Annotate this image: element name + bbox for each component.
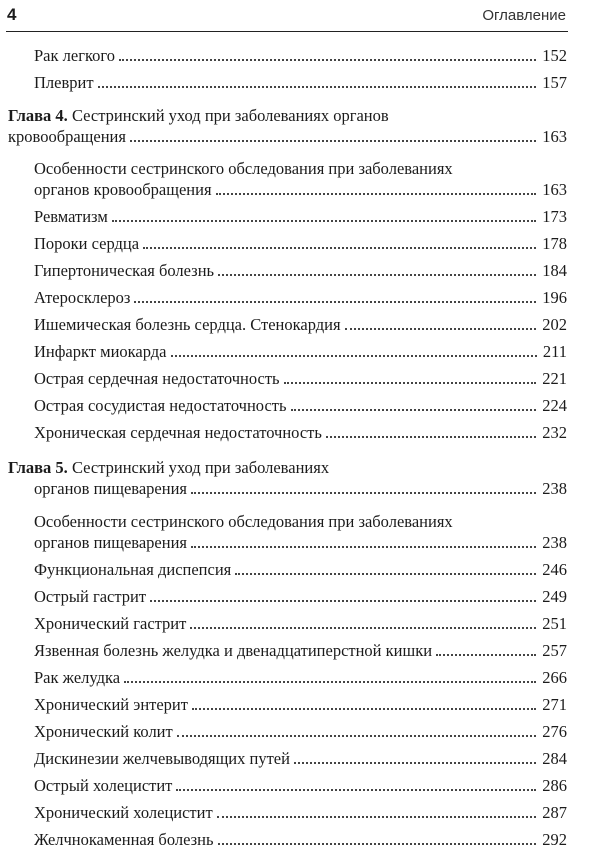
running-title: Оглавление	[482, 7, 566, 24]
toc-entry-title: Ревматизм	[34, 207, 108, 226]
toc-entry-title: органов кровообращения	[34, 180, 212, 199]
dot-leader	[191, 492, 536, 494]
toc-entry-title: Функциональная диспепсия	[34, 560, 232, 579]
toc-entry-page: 163	[542, 180, 567, 199]
toc-entry-page: 157	[542, 73, 567, 92]
dot-leader	[294, 762, 536, 764]
toc-entry[interactable]	[34, 178, 567, 200]
dot-leader	[98, 86, 537, 88]
toc-entry-page: 251	[542, 614, 567, 633]
toc-entry-page: 211	[542, 342, 567, 361]
dot-leader	[176, 789, 536, 791]
toc-entry[interactable]	[34, 612, 567, 634]
toc-entry-page: 224	[542, 396, 567, 415]
dot-leader	[150, 600, 536, 602]
toc-entry-title: Язвенная болезнь желудка и двенадцатиперстной кишки	[34, 641, 433, 660]
dot-leader	[326, 436, 536, 438]
toc-entry[interactable]	[34, 367, 567, 389]
toc-entry-page: 173	[542, 207, 567, 226]
toc-entry-title: Хронический гастрит	[34, 614, 187, 633]
toc-entry-title: Гипертоническая болезнь	[34, 261, 215, 280]
toc-entry[interactable]	[34, 232, 567, 254]
chapter-4-heading[interactable]	[8, 125, 567, 147]
toc-entry[interactable]	[34, 666, 567, 688]
dot-leader	[345, 328, 537, 330]
toc-entry-title: Хронический энтерит	[34, 695, 188, 714]
toc-entry[interactable]	[34, 44, 567, 66]
dot-leader	[112, 220, 536, 222]
toc-entry-title-line1: Особенности сестринского обследования при заболеваниях	[34, 159, 453, 178]
toc-entry[interactable]	[34, 340, 567, 362]
chapter-4-title-line2: кровообращения	[8, 127, 126, 146]
chapter-5-heading[interactable]	[34, 477, 567, 499]
toc-entry-title: Инфаркт миокарда	[34, 342, 167, 361]
toc-entry-title: Острый гастрит	[34, 587, 147, 606]
dot-leader	[217, 816, 537, 818]
dot-leader	[143, 247, 536, 249]
toc-entry[interactable]	[34, 747, 567, 769]
toc-entry-page: 232	[542, 423, 567, 442]
toc-entry[interactable]	[34, 313, 567, 335]
toc-entry-title: Дискинезии желчевыводящих путей	[34, 749, 290, 768]
header-divider	[6, 31, 568, 32]
toc-entry-title: Хронический холецистит	[34, 803, 213, 822]
toc-entry[interactable]	[34, 828, 567, 850]
toc-entry-page: 257	[542, 641, 567, 660]
dot-leader	[171, 355, 537, 357]
dot-leader	[218, 843, 537, 845]
toc-entry[interactable]	[34, 801, 567, 823]
chapter-4-page: 163	[542, 127, 567, 146]
toc-entry-page: 178	[542, 234, 567, 253]
toc-entry[interactable]	[34, 286, 567, 308]
dot-leader	[192, 708, 536, 710]
toc-entry-title: Хроническая сердечная недостаточность	[34, 423, 322, 442]
dot-leader	[218, 274, 536, 276]
toc-entry-title: Острая сосудистая недостаточность	[34, 396, 287, 415]
toc-entry-page: 184	[542, 261, 567, 280]
toc-entry-title: органов пищеварения	[34, 533, 187, 552]
dot-leader	[130, 140, 536, 142]
dot-leader	[190, 627, 536, 629]
chapter-5-title-line1: Сестринский уход при заболеваниях	[71, 458, 330, 477]
toc-entry-page: 249	[542, 587, 567, 606]
toc-entry-page: 152	[542, 46, 567, 65]
dot-leader	[284, 382, 537, 384]
toc-entry-title: Рак легкого	[34, 46, 116, 65]
dot-leader	[191, 546, 536, 548]
dot-leader	[124, 681, 536, 683]
page-number: 4	[7, 5, 17, 24]
chapter-5-label: Глава 5.	[8, 458, 68, 477]
toc-entry-page: 287	[542, 803, 567, 822]
toc-entry-title-line1: Особенности сестринского обследования при заболеваниях	[34, 512, 453, 531]
toc-entry[interactable]	[34, 585, 567, 607]
toc-entry[interactable]	[34, 639, 567, 661]
toc-entry[interactable]	[34, 394, 567, 416]
toc-entry-title: Острый холецистит	[34, 776, 173, 795]
toc-entry[interactable]	[34, 205, 567, 227]
toc-entry[interactable]	[34, 558, 567, 580]
chapter-5-title-line2: органов пищеварения	[34, 479, 187, 498]
toc-entry-page: 196	[542, 288, 567, 307]
toc-entry-page: 246	[542, 560, 567, 579]
toc-entry-title: Хронический колит	[34, 722, 173, 741]
page-header	[0, 0, 592, 36]
dot-leader	[291, 409, 537, 411]
toc-entry-page: 238	[542, 533, 567, 552]
chapter-4-title-line1: Сестринский уход при заболеваниях органов	[71, 106, 389, 125]
chapter-5-page: 238	[542, 479, 567, 498]
dot-leader	[177, 735, 537, 737]
dot-leader	[235, 573, 536, 575]
toc-entry[interactable]	[34, 774, 567, 796]
toc-entry-page: 292	[542, 830, 567, 849]
toc-entry-page: 202	[542, 315, 567, 334]
chapter-4-label: Глава 4.	[8, 106, 68, 125]
toc-entry-page: 276	[542, 722, 567, 741]
toc-entry-page: 271	[542, 695, 567, 714]
toc-entry-page: 221	[542, 369, 567, 388]
toc-entry[interactable]	[34, 259, 567, 281]
toc-entry[interactable]	[34, 693, 567, 715]
dot-leader	[216, 193, 537, 195]
toc-entry-page: 284	[542, 749, 567, 768]
toc-entry[interactable]	[34, 71, 567, 93]
toc-entry[interactable]	[34, 720, 567, 742]
toc-entry-title: Плеврит	[34, 73, 94, 92]
toc-entry-page: 286	[542, 776, 567, 795]
toc-entry[interactable]	[34, 531, 567, 553]
toc-entry-title: Ишемическая болезнь сердца. Стенокардия	[34, 315, 341, 334]
toc-entry[interactable]	[34, 421, 567, 443]
dot-leader	[119, 59, 536, 61]
toc-entry-title: Атеросклероз	[34, 288, 131, 307]
toc-entry-title: Пороки сердца	[34, 234, 140, 253]
toc-entry-title: Рак желудка	[34, 668, 121, 687]
dot-leader	[436, 654, 536, 656]
toc-entry-page: 266	[542, 668, 567, 687]
dot-leader	[134, 301, 536, 303]
toc-entry-title: Желчнокаменная болезнь	[34, 830, 214, 849]
toc-entry-title: Острая сердечная недостаточность	[34, 369, 280, 388]
